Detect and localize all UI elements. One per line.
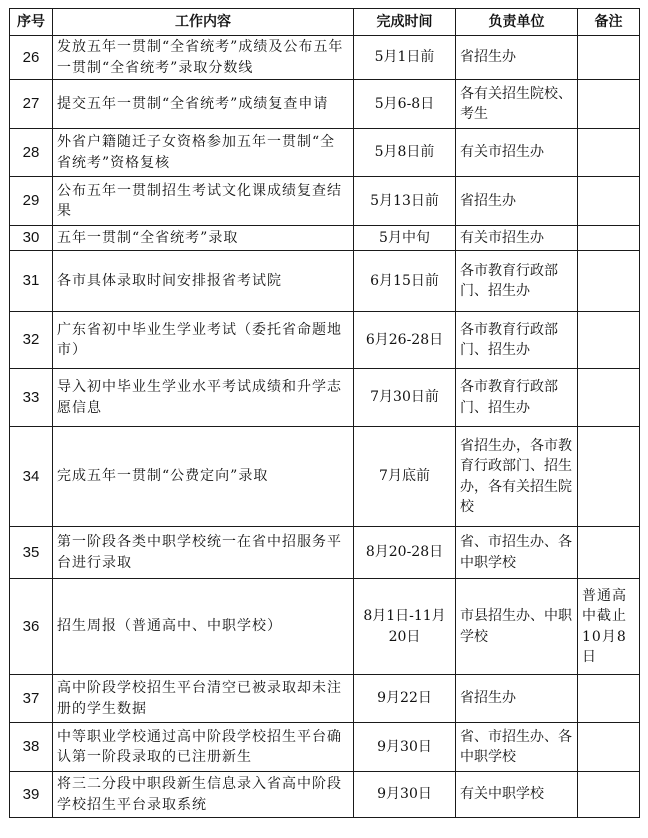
row-content: 五年一贯制“全省统考”录取 [53, 226, 354, 251]
schedule-table-wrapper [9, 8, 640, 818]
row-note [578, 527, 640, 579]
table-row [10, 226, 640, 251]
row-no: 38 [10, 723, 53, 772]
table-row [10, 312, 640, 369]
row-no: 27 [10, 80, 53, 129]
table-row [10, 675, 640, 723]
row-content: 高中阶段学校招生平台清空已被录取却未注册的学生数据 [53, 675, 354, 723]
table-row [10, 177, 640, 226]
header-note: 备注 [578, 9, 640, 36]
row-content: 外省户籍随迁子女资格参加五年一贯制“全省统考”资格复核 [53, 129, 354, 177]
row-time: 5月13日前 [354, 177, 456, 226]
row-no: 34 [10, 427, 53, 527]
row-content: 广东省初中毕业生学业考试（委托省命题地市） [53, 312, 354, 369]
row-no: 31 [10, 251, 53, 312]
row-note: 普通高中截止10月8日 [578, 579, 640, 675]
row-content: 公布五年一贯制招生考试文化课成绩复查结果 [53, 177, 354, 226]
row-note [578, 36, 640, 80]
row-time: 8月1日-11月20日 [354, 579, 456, 675]
table-row [10, 427, 640, 527]
header-time: 完成时间 [354, 9, 456, 36]
row-note [578, 177, 640, 226]
row-unit: 省招生办 [456, 177, 578, 226]
row-unit: 各市教育行政部门、招生办 [456, 369, 578, 427]
row-unit: 省招生办 [456, 36, 578, 80]
table-row [10, 723, 640, 772]
row-content: 招生周报（普通高中、中职学校） [53, 579, 354, 675]
row-time: 9月30日 [354, 772, 456, 818]
row-unit: 市县招生办、中职学校 [456, 579, 578, 675]
row-time: 6月26-28日 [354, 312, 456, 369]
row-unit: 有关中职学校 [456, 772, 578, 818]
row-time: 5月中旬 [354, 226, 456, 251]
row-note [578, 675, 640, 723]
row-unit: 各市教育行政部门、招生办 [456, 312, 578, 369]
row-unit: 各市教育行政部门、招生办 [456, 251, 578, 312]
row-unit: 省、市招生办、各中职学校 [456, 527, 578, 579]
row-note [578, 312, 640, 369]
row-no: 36 [10, 579, 53, 675]
row-content: 将三二分段中职段新生信息录入省高中阶段学校招生平台录取系统 [53, 772, 354, 818]
row-content: 提交五年一贯制“全省统考”成绩复查申请 [53, 80, 354, 129]
row-no: 39 [10, 772, 53, 818]
table-row [10, 36, 640, 80]
header-unit: 负责单位 [456, 9, 578, 36]
table-row [10, 129, 640, 177]
row-no: 30 [10, 226, 53, 251]
row-no: 32 [10, 312, 53, 369]
table-row [10, 579, 640, 675]
row-note [578, 129, 640, 177]
row-time: 5月6-8日 [354, 80, 456, 129]
table-row [10, 80, 640, 129]
row-time: 9月22日 [354, 675, 456, 723]
header-row [10, 9, 640, 36]
row-content: 完成五年一贯制“公费定向”录取 [53, 427, 354, 527]
row-no: 37 [10, 675, 53, 723]
row-note [578, 369, 640, 427]
row-unit: 省招生办 [456, 675, 578, 723]
row-note [578, 427, 640, 527]
row-unit: 省、市招生办、各中职学校 [456, 723, 578, 772]
row-time: 9月30日 [354, 723, 456, 772]
row-content: 发放五年一贯制“全省统考”成绩及公布五年一贯制“全省统考”录取分数线 [53, 36, 354, 80]
row-no: 29 [10, 177, 53, 226]
header-content: 工作内容 [53, 9, 354, 36]
table-row [10, 772, 640, 818]
table-row [10, 251, 640, 312]
row-note [578, 226, 640, 251]
table-row [10, 369, 640, 427]
row-note [578, 251, 640, 312]
table-row [10, 527, 640, 579]
row-content: 第一阶段各类中职学校统一在省中招服务平台进行录取 [53, 527, 354, 579]
row-content: 导入初中毕业生学业水平考试成绩和升学志愿信息 [53, 369, 354, 427]
row-content: 各市具体录取时间安排报省考试院 [53, 251, 354, 312]
row-no: 26 [10, 36, 53, 80]
row-unit: 省招生办，各市教育行政部门、招生办，各有关招生院校 [456, 427, 578, 527]
row-time: 5月1日前 [354, 36, 456, 80]
row-time: 8月20-28日 [354, 527, 456, 579]
row-unit: 有关市招生办 [456, 129, 578, 177]
row-time: 5月8日前 [354, 129, 456, 177]
row-note [578, 80, 640, 129]
row-no: 35 [10, 527, 53, 579]
row-note [578, 723, 640, 772]
row-time: 7月底前 [354, 427, 456, 527]
schedule-table [9, 8, 640, 818]
row-unit: 各有关招生院校、考生 [456, 80, 578, 129]
row-no: 28 [10, 129, 53, 177]
header-no: 序号 [10, 9, 53, 36]
row-content: 中等职业学校通过高中阶段学校招生平台确认第一阶段录取的已注册新生 [53, 723, 354, 772]
row-time: 6月15日前 [354, 251, 456, 312]
row-unit: 有关市招生办 [456, 226, 578, 251]
row-note [578, 772, 640, 818]
row-time: 7月30日前 [354, 369, 456, 427]
row-no: 33 [10, 369, 53, 427]
